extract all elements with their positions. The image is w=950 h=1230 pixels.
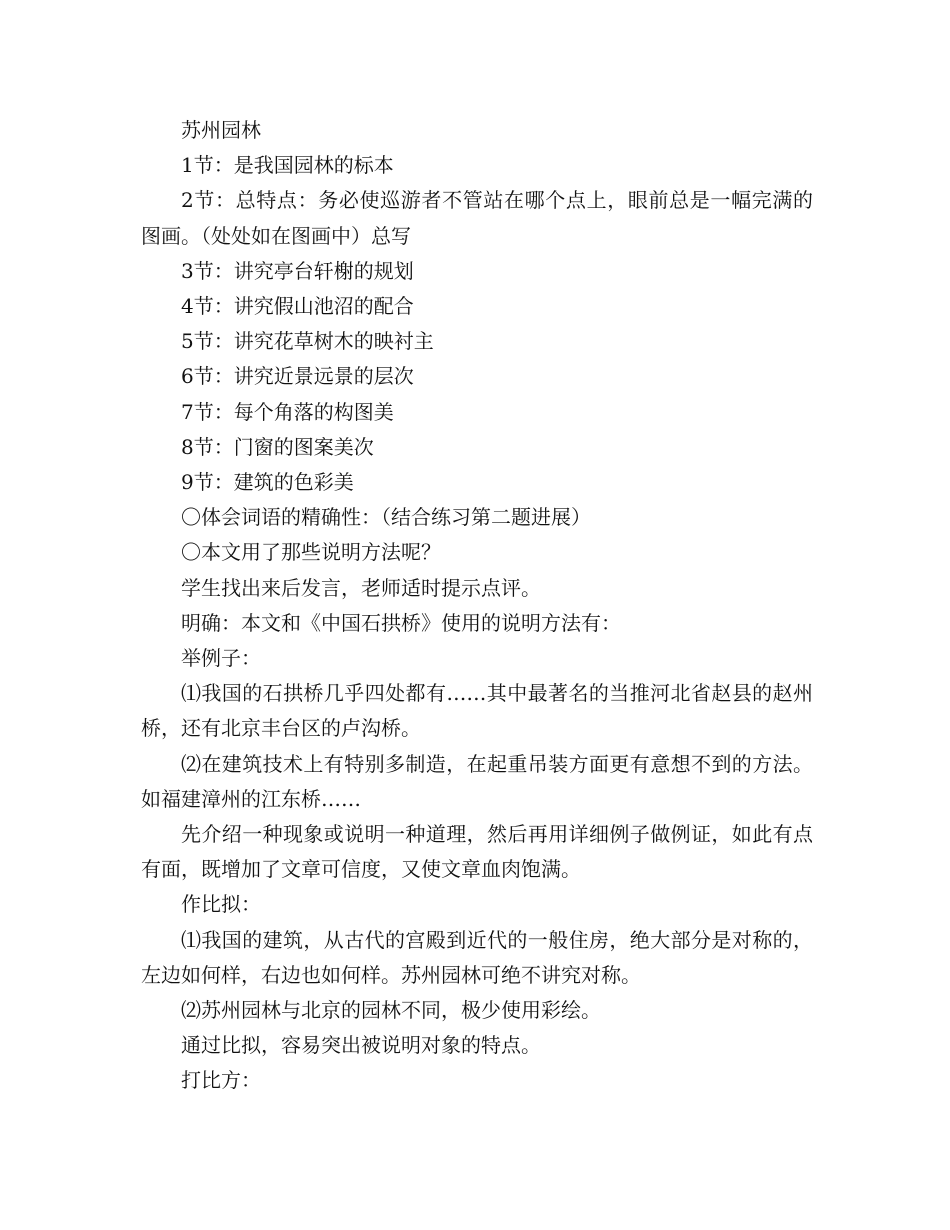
outline-section-8: 8节：门窗的图案美次 [181,434,374,459]
outline-section-2: 2节：总特点：务必使巡游者不管站在哪个点上，眼前总是一幅完满的图画。（处处如在图画中）总写 [141,188,813,248]
example-2: ⑵在建筑技术上有特别多制造，在起重吊装方面更有意想不到的方法。如福建漳州的江东桥…… [141,751,813,811]
examples-summary: 先介绍一种现象或说明一种道理，然后再用详细例子做例证，如此有点有面，既增加了文章可信度，又使文章血肉饱满。 [141,822,813,882]
outline-section-6: 6节：讲究近景远景的层次 [181,364,414,389]
method-analogy-heading: 打比方： [181,1068,261,1093]
outline-section-3: 3节：讲究亭台轩榭的规划 [181,258,414,283]
outline-section-4: 4节：讲究假山池沼的配合 [181,294,414,319]
document-body [141,113,813,1099]
comparison-1: ⑴我国的建筑，从古代的宫殿到近代的一般住房，绝大部分是对称的，左边如何样，右边也如何样。苏州园林可绝不讲究对称。 [141,927,813,987]
outline-section-7: 7节：每个角落的构图美 [181,399,394,424]
teaching-note: 学生找出来后发言，老师适时提示点评。 [181,575,541,600]
example-1: ⑴我国的石拱桥几乎四处都有……其中最著名的当推河北省赵县的赵州桥，还有北京丰台区的卢沟桥。 [141,681,813,741]
method-examples-heading: 举例子： [181,646,261,671]
comparison-2: ⑵苏州园林与北京的园林不同，极少使用彩绘。 [181,998,601,1023]
outline-section-5: 5节：讲究花草树木的映衬主 [181,329,434,354]
question-word-precision: 〇体会词语的精确性：（结合练习第二题进展） [181,505,591,530]
question-explanation-methods: 〇本文用了那些说明方法呢？ [181,540,441,565]
comparison-summary: 通过比拟，容易突出被说明对象的特点。 [181,1033,541,1058]
clarification: 明确：本文和《中国石拱桥》使用的说明方法有： [181,610,621,635]
method-comparison-heading: 作比拟： [181,892,261,917]
outline-section-1: 1节：是我国园林的标本 [181,153,394,178]
heading-suzhou-gardens: 苏州园林 [181,118,261,142]
outline-section-9: 9节：建筑的色彩美 [181,470,354,495]
